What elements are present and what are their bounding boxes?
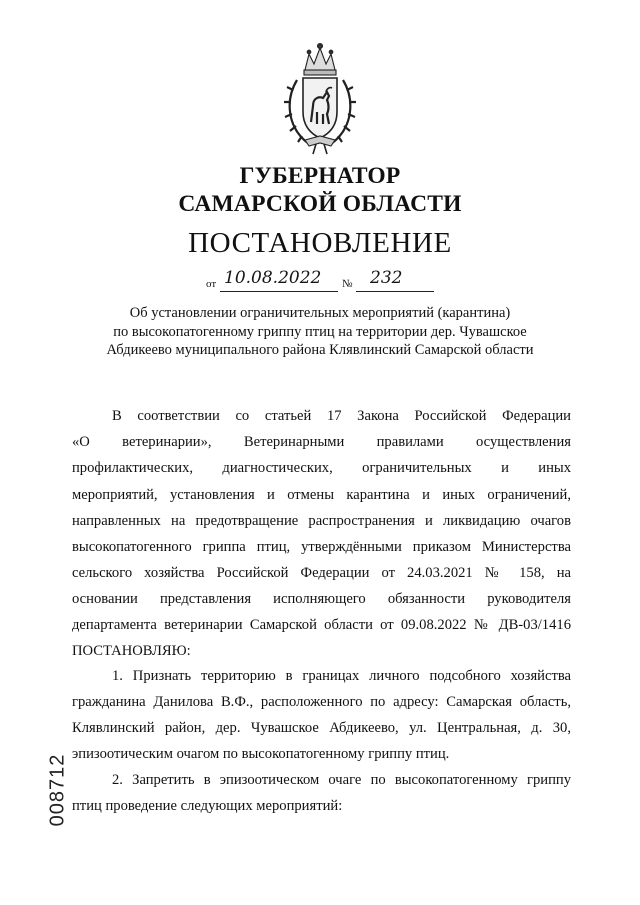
date-underline: [220, 291, 338, 292]
document-type-title: ПОСТАНОВЛЕНИЕ: [188, 227, 452, 259]
date-prefix-label: от: [206, 278, 217, 290]
number-underline: [356, 291, 434, 292]
body-line: В соответствии со статьей 17 Закона Российской Федерации: [112, 408, 571, 424]
body-line: высокопатогенного гриппа птиц, утверждёнными приказом Министерства: [72, 539, 571, 555]
document-number-value: 232: [370, 268, 403, 288]
subject-line: по высокопатогенному гриппу птиц на территории дер. Чувашское: [113, 323, 527, 340]
body-line: сельского хозяйства Российской Федерации от 24.03.2021 № 158, на: [72, 565, 571, 581]
body-line: 2. Запретить в эпизоотическом очаге по высокопатогенному гриппу: [112, 772, 571, 788]
number-prefix-label: №: [342, 278, 353, 290]
issuer-title-line2: САМАРСКОЙ ОБЛАСТИ: [178, 191, 462, 217]
subject-line: Об установлении ограничительных мероприятий (карантина): [129, 305, 511, 321]
body-line: птиц проведение следующих мероприятий:: [72, 798, 343, 814]
side-registration-code: 008712: [46, 753, 69, 827]
body-line: 1. Признать территорию в границах личного подсобного хозяйства: [112, 668, 571, 684]
issuer-title-line1: ГУБЕРНАТОР: [239, 163, 401, 189]
body-line: мероприятий, установления и отмены карантина и иных ограничений,: [72, 487, 571, 503]
body-line: «О ветеринарии», Ветеринарными правилами осуществления: [72, 434, 571, 450]
subject-line: Абдикеево муниципального района Клявлинский Самарской области: [106, 342, 534, 358]
body-line: направленных на предотвращение распространения и ликвидацию очагов: [72, 513, 571, 529]
body-line: эпизоотическим очагом по высокопатогенному гриппу птиц.: [72, 746, 450, 762]
body-line: Клявлинский район, дер. Чувашское Абдикеево, ул. Центральная, д. 30,: [72, 720, 571, 736]
operative-word: ПОСТАНОВЛЯЮ:: [72, 643, 191, 659]
samara-coat-of-arms-icon: [283, 40, 357, 156]
body-line: основании представления исполняющего обязанности руководителя: [72, 591, 571, 607]
body-line: департамента ветеринарии Самарской области от 09.08.2022 № ДВ-03/1416: [72, 617, 571, 633]
date-number-line: [0, 268, 640, 296]
body-line: гражданина Данилова В.Ф., расположенного по адресу: Самарская область,: [72, 694, 571, 710]
decree-subject: [0, 304, 640, 360]
document-date-value: 10.08.2022: [224, 268, 322, 288]
body-line: профилактических, диагностических, ограничительных и иных: [72, 460, 571, 476]
